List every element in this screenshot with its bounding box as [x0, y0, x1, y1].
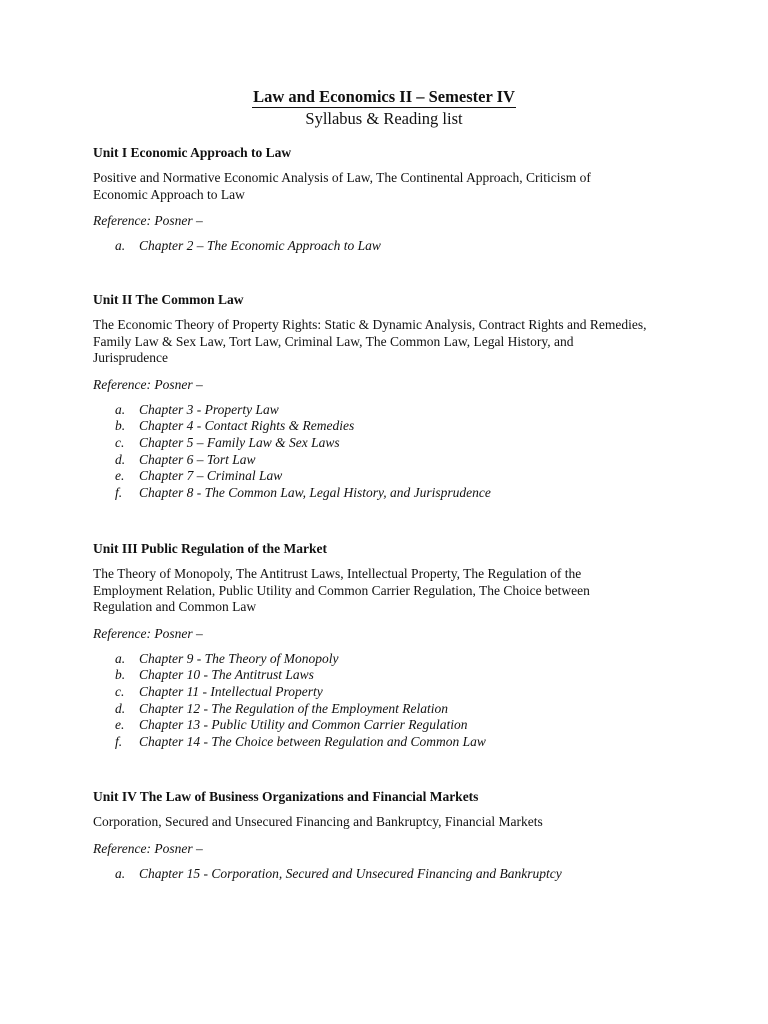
chapter-item — [93, 402, 693, 419]
topics-line: The Economic Theory of Property Rights: Static & Dynamic Analysis, Contract Rights and Remedies, — [93, 317, 647, 332]
chapter-item — [93, 734, 693, 751]
chapter-text: Chapter 9 - The Theory of Monopoly — [139, 650, 339, 666]
chapter-text: Chapter 14 - The Choice between Regulation and Common Law — [139, 734, 486, 750]
chapter-letter: f. — [115, 734, 123, 750]
unit-2 — [93, 291, 693, 502]
document-title: Law and Economics II – Semester IV — [253, 87, 515, 106]
chapter-item — [93, 238, 693, 255]
unit-heading: Unit II The Common Law — [93, 292, 244, 307]
unit-topics — [93, 317, 683, 367]
chapter-letter: b. — [115, 418, 126, 434]
chapter-text: Chapter 15 - Corporation, Secured and Unsecured Financing and Bankruptcy — [139, 865, 562, 881]
topics-line: Economic Approach to Law — [93, 186, 245, 202]
chapter-letter: c. — [115, 683, 125, 699]
chapter-text: Chapter 3 - Property Law — [139, 401, 279, 417]
topics-line: Regulation and Common Law — [93, 599, 257, 614]
unit-4 — [93, 788, 693, 882]
chapter-item — [93, 667, 693, 684]
chapter-item — [93, 418, 693, 435]
chapter-letter: d. — [115, 700, 126, 716]
chapter-letter: a. — [115, 401, 126, 417]
chapter-letter: b. — [115, 667, 126, 683]
unit-topics — [93, 170, 683, 203]
topics-line: Corporation, Secured and Unsecured Financing and Bankruptcy, Financial Markets — [93, 814, 543, 829]
topics-line: Jurisprudence — [93, 350, 168, 365]
unit-topics — [93, 566, 683, 616]
topics-line: Positive and Normative Economic Analysis of Law, The Continental Approach, Criticism of — [93, 170, 591, 185]
chapter-letter: a. — [115, 650, 126, 666]
chapter-text: Chapter 12 - The Regulation of the Employment Relation — [139, 700, 448, 716]
chapter-text: Chapter 2 – The Economic Approach to Law — [139, 238, 381, 253]
chapter-item — [93, 684, 693, 701]
topics-line: Employment Relation, Public Utility and Common Carrier Regulation, The Choice between — [93, 582, 590, 598]
chapter-text: Chapter 5 – Family Law & Sex Laws — [139, 434, 340, 450]
chapter-text: Chapter 8 - The Common Law, Legal History, and Jurisprudence — [139, 485, 491, 501]
topics-line: The Theory of Monopoly, The Antitrust Laws, Intellectual Property, The Regulation of the — [93, 566, 582, 581]
unit-heading: Unit IV The Law of Business Organizations and Financial Markets — [93, 789, 479, 804]
unit-topics — [93, 814, 683, 831]
unit-reference: Reference: Posner – — [93, 625, 203, 641]
chapter-letter: d. — [115, 451, 126, 467]
chapter-item — [93, 701, 693, 718]
unit-heading: Unit I Economic Approach to Law — [93, 145, 292, 160]
chapter-letter: c. — [115, 434, 125, 450]
chapter-text: Chapter 10 - The Antitrust Laws — [139, 667, 314, 683]
chapter-item — [93, 435, 693, 452]
chapter-text: Chapter 7 – Criminal Law — [139, 468, 283, 484]
unit-reference: Reference: Posner – — [93, 213, 203, 228]
chapter-item — [93, 452, 693, 469]
chapter-item — [93, 866, 693, 883]
chapter-letter: a. — [115, 865, 126, 881]
chapter-text: Chapter 6 – Tort Law — [139, 451, 256, 467]
chapter-letter: e. — [115, 717, 125, 733]
chapter-list — [93, 238, 693, 255]
chapter-item — [93, 485, 693, 502]
chapter-text: Chapter 4 - Contact Rights & Remedies — [139, 418, 355, 434]
chapter-list — [93, 651, 693, 751]
document-header — [0, 87, 768, 130]
unit-1 — [93, 144, 693, 255]
chapter-text: Chapter 11 - Intellectual Property — [139, 683, 323, 699]
unit-reference: Reference: Posner – — [93, 840, 203, 856]
chapter-list — [93, 866, 693, 883]
chapter-item — [93, 468, 693, 485]
chapter-text: Chapter 13 - Public Utility and Common Carrier Regulation — [139, 717, 468, 733]
unit-3 — [93, 540, 693, 751]
chapter-item — [93, 717, 693, 734]
chapter-list — [93, 402, 693, 502]
document-subtitle: Syllabus & Reading list — [305, 109, 463, 128]
chapter-letter: f. — [115, 485, 123, 501]
chapter-letter: e. — [115, 468, 125, 484]
topics-line: Family Law & Sex Law, Tort Law, Criminal Law, The Common Law, Legal History, and — [93, 333, 574, 349]
unit-reference: Reference: Posner – — [93, 376, 203, 392]
unit-heading: Unit III Public Regulation of the Market — [93, 541, 327, 556]
chapter-item — [93, 651, 693, 668]
chapter-letter: a. — [115, 238, 126, 253]
